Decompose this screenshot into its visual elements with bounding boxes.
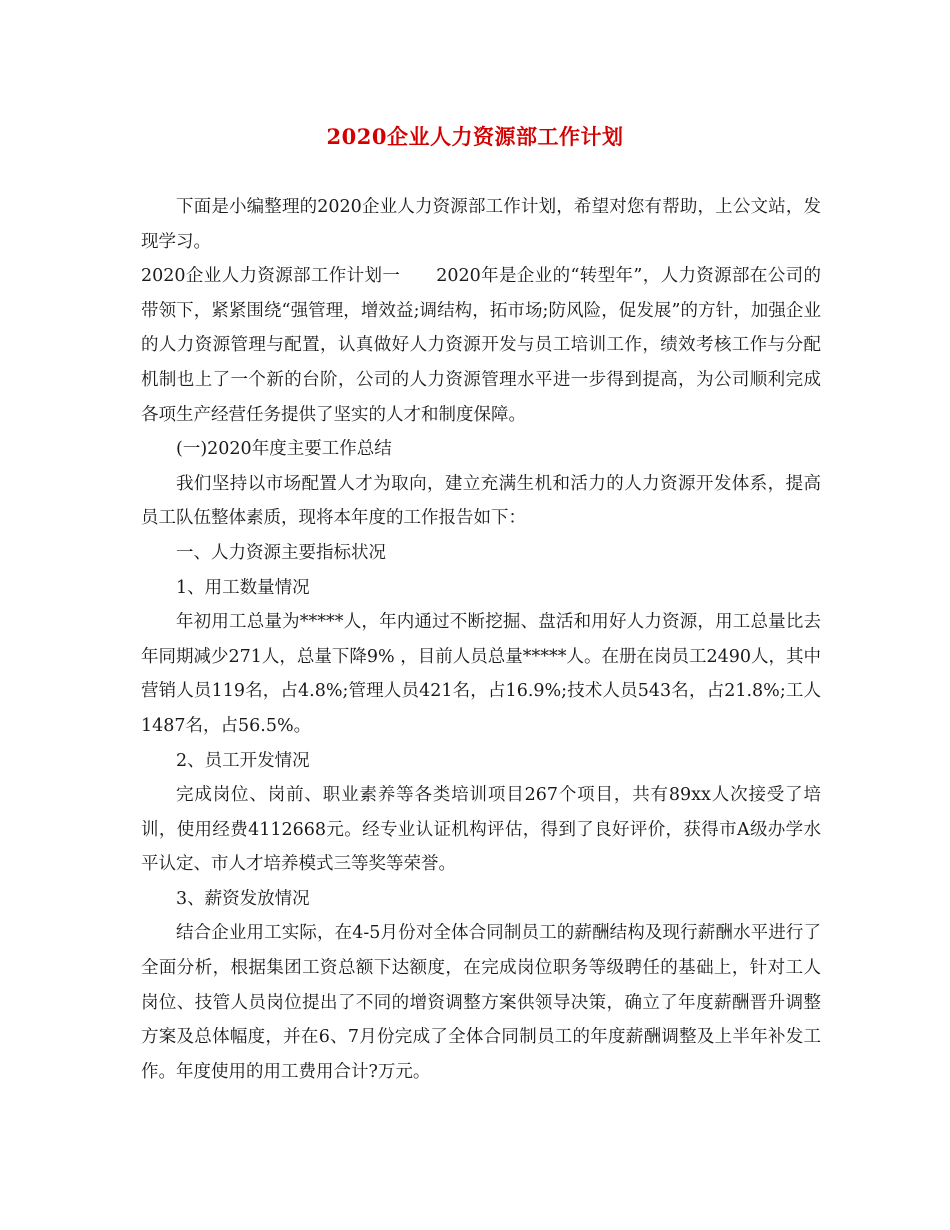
item-heading-headcount: 1、用工数量情况 [176, 577, 310, 598]
paragraph-plan-one [141, 259, 821, 432]
section-heading-summary: (一)2020年度主要工作总结 [176, 439, 392, 460]
paragraph-development: 完成岗位、岗前、职业素养等各类培训项目267个项目，共有89xx人次接受了培训，使用经费4112668元。经专业认证机构评估，得到了良好评价，获得市A级办学水平认定、市人才培养模式三等奖等荣誉。 [141, 785, 821, 875]
plan-one-heading: 2020企业人力资源部工作计划一 [141, 266, 401, 287]
paragraph-salary: 结合企业用工实际，在4-5月份对全体合同制员工的薪酬结构及现行薪酬水平进行了全面分析，根据集团工资总额下达额度，在完成岗位职务等级聘任的基础上，针对工人岗位、技管人员岗位提出了不同的增资调整方案供领导决策，确立了年度薪酬晋升调整方案及总体幅度，并在6、7月份完成了全体合同制员工的年度薪酬调整及上半年补发工作。年度使用的用工费用合计?万元。 [141, 923, 821, 1082]
section-heading-indicators: 一、人力资源主要指标状况 [176, 542, 386, 563]
paragraph-intro: 下面是小编整理的2020企业人力资源部工作计划，希望对您有帮助，上公文站，发现学习。 [141, 197, 821, 252]
document-body [141, 190, 821, 1089]
item-heading-development: 2、员工开发情况 [176, 750, 310, 771]
document-title: 2020企业人力资源部工作计划 [326, 124, 624, 149]
paragraph-headcount: 年初用工总量为*****人，年内通过不断挖掘、盘活和用好人力资源，用工总量比去年同期减少271人，总量下降9% ，目前人员总量*****人。在册在岗员工2490人，其中营销人员119名，占4.8%;管理人员421名，占16.9%;技术人员543名，占21.8%;工人1487名，占56.5%。 [141, 612, 822, 736]
plan-one-body: 2020年是企业的“转型年”，人力资源部在公司的带领下，紧紧围绕“强管理，增效益;调结构，拓市场;防风险，促发展”的方针，加强企业的人力资源管理与配置，认真做好人力资源开发与员工培训工作，绩效考核工作与分配机制也上了一个新的台阶，公司的人力资源管理水平进一步得到提高，为公司顺利完成各项生产经营任务提供了坚实的人才和制度保障。 [141, 266, 821, 425]
item-heading-salary: 3、薪资发放情况 [176, 888, 310, 909]
paragraph-summary-body: 我们坚持以市场配置人才为取向，建立充满生机和活力的人力资源开发体系，提高员工队伍整体素质，现将本年度的工作报告如下： [141, 473, 821, 529]
